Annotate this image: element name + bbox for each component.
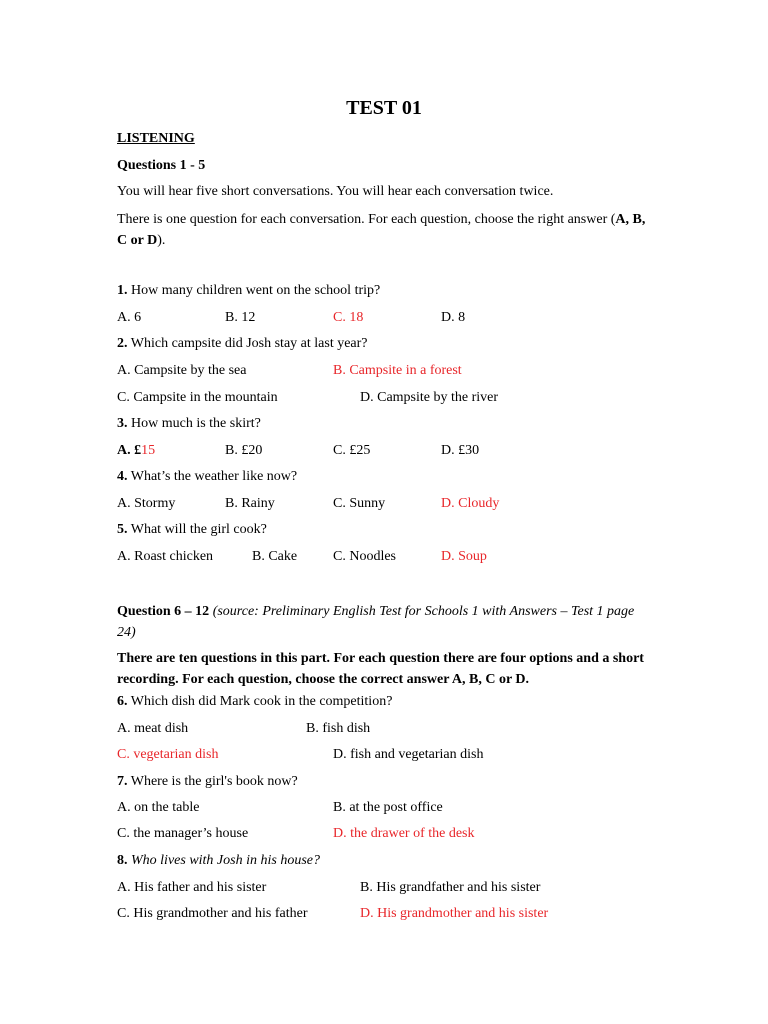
q4-option-a: A. Stormy — [117, 496, 176, 511]
q7-option-c: C. the manager’s house — [117, 826, 249, 841]
q3-option-a — [117, 443, 155, 459]
q7-option-a: A. on the table — [117, 800, 200, 815]
question-text: How much is the skirt? — [127, 416, 261, 431]
question-text: What will the girl cook? — [127, 522, 267, 537]
option-value: 15 — [141, 443, 156, 458]
part2-title: Question 6 – 12 — [117, 604, 210, 619]
instruction-options: A, B, C or D — [117, 212, 646, 248]
part2-source: (source: Preliminary English Test for Schools 1 with Answers – Test 1 page 24) — [117, 604, 635, 640]
question-5 — [117, 522, 267, 538]
q2-option-c: C. Campsite in the mountain — [117, 390, 278, 405]
part1-instruction-2 — [117, 209, 647, 251]
q1-option-c: C. 18 — [333, 310, 364, 325]
part2-instruction: There are ten questions in this part. For each question there are four options and a short recording. For each question, choose the correct answer A, B, C or D. — [117, 651, 644, 687]
question-number: 3. — [117, 416, 128, 431]
q8-option-b: B. His grandfather and his sister — [360, 880, 541, 895]
question-number: 2. — [117, 336, 128, 351]
q4-option-b: B. Rainy — [225, 496, 275, 511]
q4-option-d: D. Cloudy — [441, 496, 500, 511]
part1-instruction-1: You will hear five short conversations. You will hear each conversation twice. — [117, 184, 554, 199]
q5-option-c: C. Noodles — [333, 549, 396, 564]
question-2 — [117, 336, 368, 352]
question-text: Which campsite did Josh stay at last year? — [127, 336, 368, 351]
q8-option-c: C. His grandmother and his father — [117, 906, 308, 921]
q2-option-b: B. Campsite in a forest — [333, 363, 462, 378]
q2-option-d: D. Campsite by the river — [360, 390, 499, 405]
part2-heading — [117, 601, 647, 643]
q3-option-b: B. £20 — [225, 443, 263, 458]
q5-option-b: B. Cake — [252, 549, 298, 564]
question-6 — [117, 694, 392, 710]
question-4 — [117, 469, 297, 485]
q5-option-a: A. Roast chicken — [117, 549, 214, 564]
q5-option-d: D. Soup — [441, 549, 487, 564]
q4-option-c: C. Sunny — [333, 496, 386, 511]
q1-option-b: B. 12 — [225, 310, 256, 325]
q1-option-d: D. 8 — [441, 310, 466, 325]
q3-option-c: C. £25 — [333, 443, 371, 458]
question-1 — [117, 283, 380, 299]
question-3 — [117, 416, 261, 432]
q3-option-d: D. £30 — [441, 443, 480, 458]
q6-option-c: C. vegetarian dish — [117, 747, 219, 762]
option-prefix: A. £ — [117, 443, 142, 458]
q2-option-a: A. Campsite by the sea — [117, 363, 247, 378]
q8-option-a: A. His father and his sister — [117, 880, 267, 895]
question-text: Which dish did Mark cook in the competition? — [127, 694, 393, 709]
q6-option-d: D. fish and vegetarian dish — [333, 747, 484, 762]
question-number: 6. — [117, 694, 128, 709]
question-text: How many children went on the school trip? — [127, 283, 381, 298]
instruction-end: ). — [157, 233, 166, 248]
question-8 — [117, 853, 320, 869]
q6-option-a: A. meat dish — [117, 721, 189, 736]
q6-option-b: B. fish dish — [306, 721, 371, 736]
question-text: Who lives with Josh in his house? — [127, 853, 320, 868]
question-number: 7. — [117, 774, 128, 789]
question-number: 5. — [117, 522, 128, 537]
question-text: What’s the weather like now? — [127, 469, 298, 484]
part1-heading: Questions 1 - 5 — [117, 158, 206, 173]
page-title: TEST 01 — [346, 97, 422, 119]
q7-option-d: D. the drawer of the desk — [333, 826, 475, 841]
question-number: 4. — [117, 469, 128, 484]
section-heading: LISTENING — [117, 131, 195, 146]
question-text: Where is the girl's book now? — [127, 774, 298, 789]
q7-option-b: B. at the post office — [333, 800, 443, 815]
question-number: 8. — [117, 853, 128, 868]
q1-option-a: A. 6 — [117, 310, 142, 325]
question-7 — [117, 774, 298, 790]
instruction-text: There is one question for each conversation. For each question, choose the right answer ( — [117, 212, 616, 227]
question-number: 1. — [117, 283, 128, 298]
q8-option-d: D. His grandmother and his sister — [360, 906, 549, 921]
